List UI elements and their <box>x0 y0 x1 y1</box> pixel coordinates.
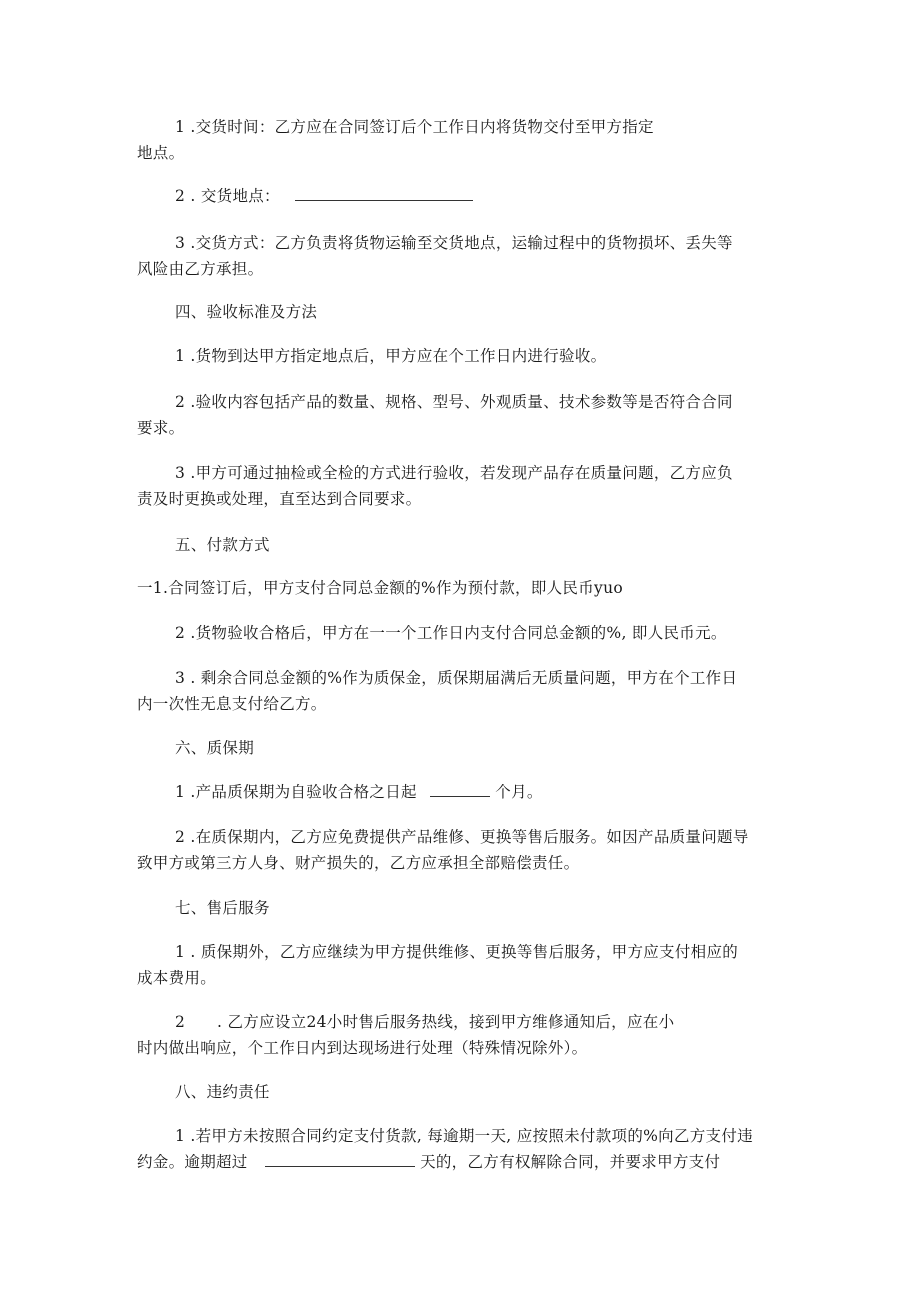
warranty-item-2-line-1: 2 .在质保期内，乙方应免费提供产品维修、更换等售后服务。如因产品质量问题导 <box>175 828 749 846</box>
overdue-prefix: 约金。逾期超过 <box>137 1153 248 1171</box>
after-sales-item-1-line-1: 1 . 质保期外，乙方应继续为甲方提供维修、更换等售后服务，甲方应支付相应的 <box>175 943 739 961</box>
overdue-suffix: 天的，乙方有权解除合同，并要求甲方支付 <box>420 1153 721 1171</box>
section-heading-liability: 八、违约责任 <box>175 1083 270 1101</box>
section-heading-acceptance: 四、验收标准及方法 <box>175 303 318 321</box>
delivery-place-line <box>175 186 473 206</box>
after-sales-item-1-line-2: 成本费用。 <box>137 969 217 987</box>
delivery-time-line-1: 1 .交货时间：乙方应在合同签订后个工作日内将货物交付至甲方指定 <box>175 118 654 136</box>
section-heading-warranty: 六、质保期 <box>175 739 255 757</box>
liability-item-1-line-1: 1 .若甲方未按照合同约定支付货款, 每逾期一天, 应按照未付款项的%向乙方支付违 <box>175 1127 753 1145</box>
delivery-place-blank <box>295 186 473 201</box>
liability-item-1-line-2 <box>137 1152 720 1172</box>
payment-item-3-line-2: 内一次性无息支付给乙方。 <box>137 695 327 713</box>
warranty-item-1 <box>175 782 543 802</box>
warranty-period-prefix: 1 .产品质保期为自验收合格之日起 <box>175 783 417 801</box>
warranty-item-2-line-2: 致甲方或第三方人身、财产损失的，乙方应承担全部赔偿责任。 <box>137 854 580 872</box>
acceptance-item-3-line-2: 责及时更换或处理，直至达到合同要求。 <box>137 490 422 508</box>
overdue-days-blank <box>265 1152 415 1167</box>
warranty-period-blank <box>430 782 490 797</box>
acceptance-item-3-line-1: 3 .甲方可通过抽检或全检的方式进行验收，若发现产品存在质量问题，乙方应负 <box>175 464 733 482</box>
acceptance-item-2-line-2: 要求。 <box>137 419 185 437</box>
warranty-period-suffix: 个月。 <box>495 783 543 801</box>
delivery-method-line-2: 风险由乙方承担。 <box>137 260 264 278</box>
delivery-method-line-1: 3 .交货方式：乙方负责将货物运输至交货地点，运输过程中的货物损坏、丢失等 <box>175 234 733 252</box>
payment-item-1: 一1.合同签订后，甲方支付合同总金额的%作为预付款，即人民币yuo <box>137 579 623 597</box>
delivery-time-line-2: 地点。 <box>137 144 185 162</box>
payment-item-2: 2 .货物验收合格后，甲方在一一个工作日内支付合同总金额的%, 即人民币元。 <box>175 624 727 642</box>
section-heading-after-sales: 七、售后服务 <box>175 899 270 917</box>
acceptance-item-1: 1 .货物到达甲方指定地点后，甲方应在个工作日内进行验收。 <box>175 347 607 365</box>
payment-item-3-line-1: 3 . 剩余合同总金额的%作为质保金，质保期届满后无质量问题，甲方在个工作日 <box>175 669 738 687</box>
delivery-place-label: 2 . 交货地点： <box>175 187 280 205</box>
after-sales-item-2-line-2: 时内做出响应，个工作日内到达现场进行处理（特殊情况除外）。 <box>137 1039 588 1057</box>
acceptance-item-2-line-1: 2 .验收内容包括产品的数量、规格、型号、外观质量、技术参数等是否符合合同 <box>175 393 733 411</box>
section-heading-payment: 五、付款方式 <box>175 536 270 554</box>
after-sales-item-2-number: 2 <box>175 1013 186 1031</box>
after-sales-item-2-line-1: . 乙方应设立24小时售后服务热线，接到甲方维修通知后，应在小 <box>217 1013 675 1031</box>
